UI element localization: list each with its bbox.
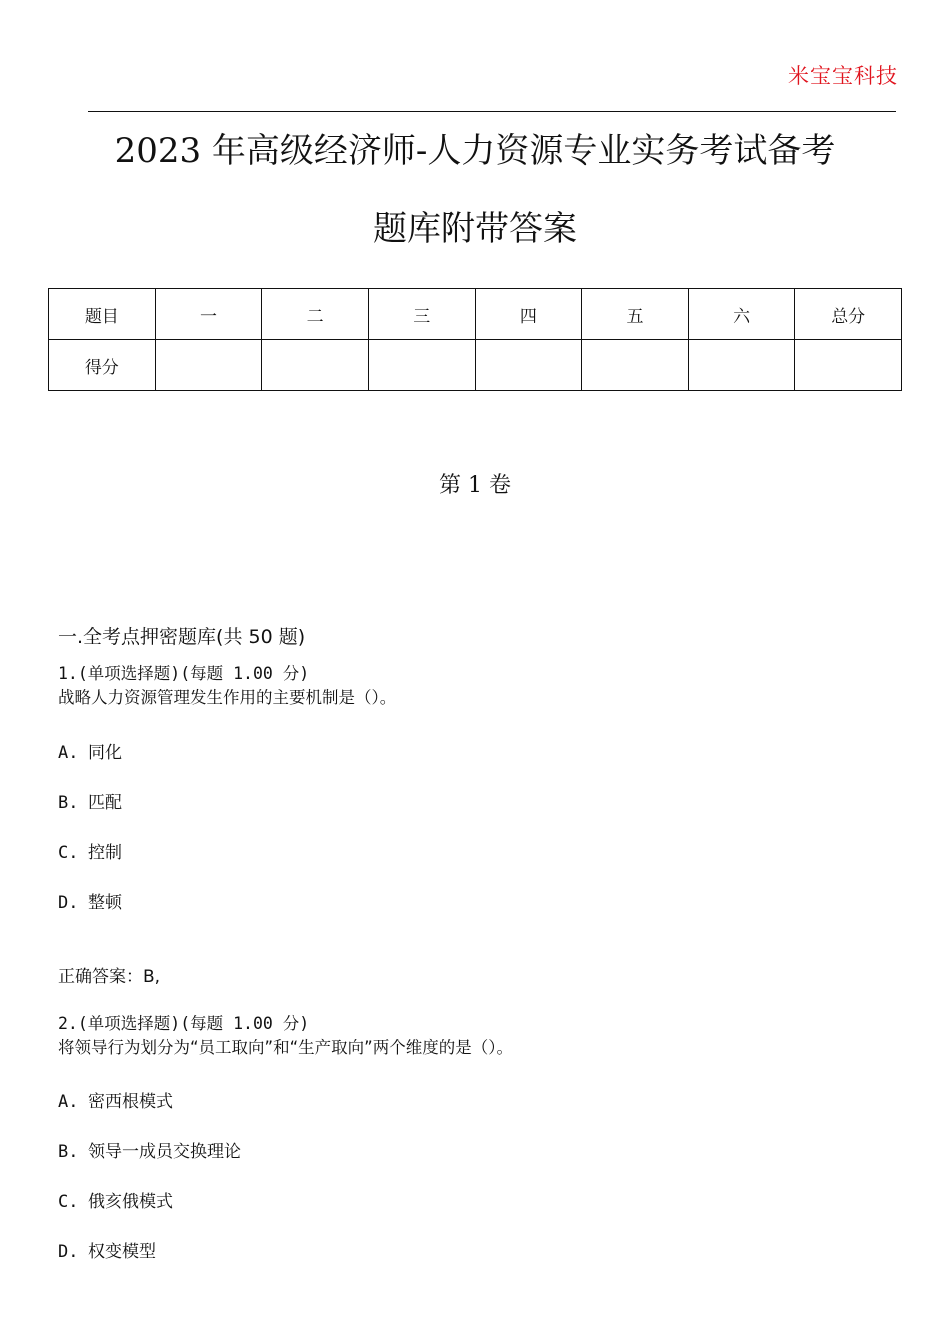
- question-2-option-d: D. 权变模型: [58, 1242, 156, 1262]
- question-2: [58, 1012, 513, 1060]
- question-1-answer: 正确答案：B,: [58, 967, 161, 987]
- question-1-stem: 战略人力资源管理发生作用的主要机制是（）。: [58, 688, 397, 707]
- score-cell: [262, 340, 369, 391]
- score-table: [48, 288, 902, 391]
- score-table-header-row: [49, 289, 902, 340]
- question-2-option-c: C. 俄亥俄模式: [58, 1192, 173, 1212]
- title-line-2: 题库附带答案: [373, 209, 577, 249]
- question-1-option-c: C. 控制: [58, 843, 122, 863]
- score-header-cell: 二: [262, 289, 369, 340]
- question-2-option-a: A. 密西根模式: [58, 1092, 173, 1112]
- volume-heading: 第 1 卷: [439, 473, 511, 498]
- question-1-meta: 1.(单项选择题)(每题 1.00 分): [58, 664, 310, 683]
- title-line-1: 2023 年高级经济师-人力资源专业实务考试备考: [114, 131, 836, 171]
- score-cell: [475, 340, 582, 391]
- question-2-stem: 将领导行为划分为“员工取向”和“生产取向”两个维度的是（）。: [58, 1038, 513, 1057]
- question-1: [58, 662, 396, 710]
- watermark-text: 米宝宝科技: [788, 64, 898, 88]
- score-cell: [582, 340, 689, 391]
- score-table-score-row: [49, 340, 902, 391]
- score-cell: [368, 340, 475, 391]
- score-header-cell: 题目: [49, 289, 156, 340]
- score-header-cell: 三: [368, 289, 475, 340]
- score-header-cell: 六: [688, 289, 795, 340]
- section-heading: 一.全考点押密题库(共 50 题): [58, 626, 306, 648]
- score-header-cell: 总分: [795, 289, 902, 340]
- question-2-option-b: B. 领导一成员交换理论: [58, 1142, 241, 1162]
- score-header-cell: 五: [582, 289, 689, 340]
- score-cell: [795, 340, 902, 391]
- question-2-meta: 2.(单项选择题)(每题 1.00 分): [58, 1014, 310, 1033]
- score-cell: [155, 340, 262, 391]
- score-header-cell: 一: [155, 289, 262, 340]
- question-1-option-a: A. 同化: [58, 743, 122, 763]
- score-cell: [688, 340, 795, 391]
- question-1-option-b: B. 匹配: [58, 793, 122, 813]
- score-row-label: 得分: [49, 340, 156, 391]
- score-header-cell: 四: [475, 289, 582, 340]
- question-1-option-d: D. 整顿: [58, 893, 122, 913]
- document-title: [40, 112, 910, 268]
